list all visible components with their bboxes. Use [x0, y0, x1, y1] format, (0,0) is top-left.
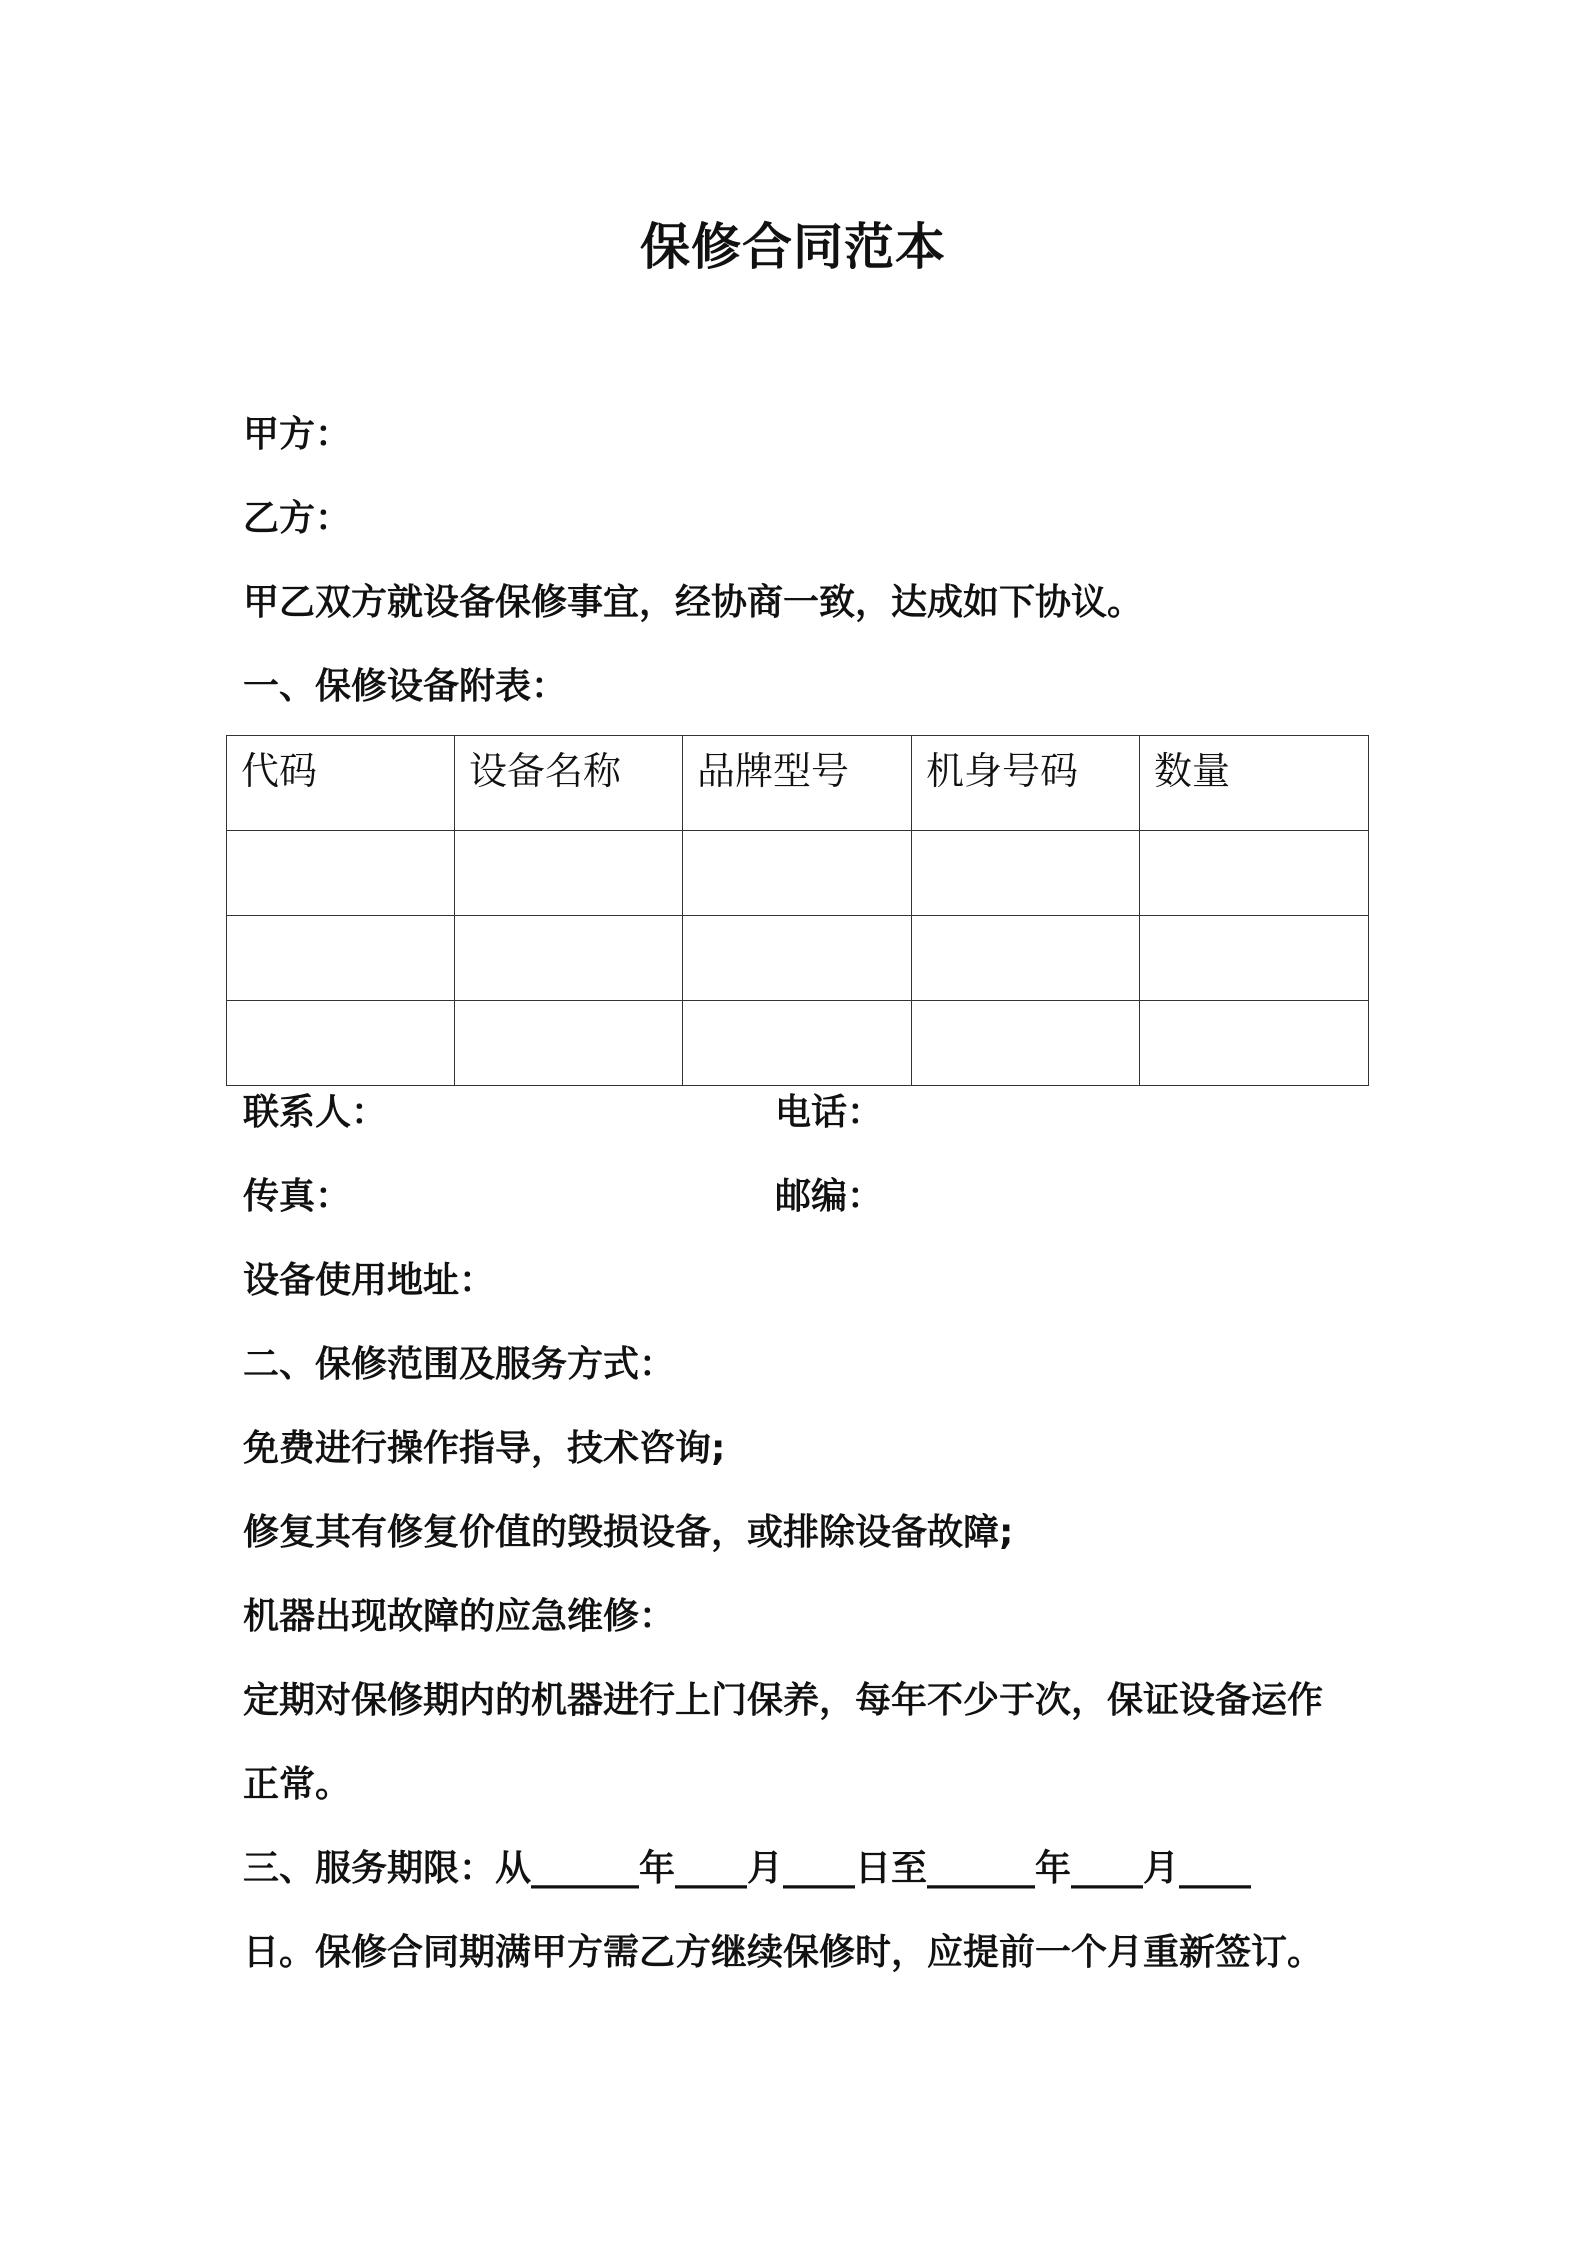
table-cell[interactable] — [912, 1001, 1140, 1086]
table-cell[interactable] — [227, 831, 455, 916]
fax-label: 传真： — [243, 1176, 352, 1217]
table-cell[interactable] — [227, 916, 455, 1001]
table-cell[interactable] — [683, 1001, 912, 1086]
address-label: 设备使用地址： — [243, 1260, 496, 1301]
section2-item: 机器出现故障的应急维修： — [243, 1596, 676, 1637]
table-cell[interactable] — [227, 1001, 455, 1086]
section2-item-continued: 正常。 — [243, 1764, 352, 1805]
section2-item: 定期对保修期内的机器进行上门保养，每年不少于次，保证设备运作 — [243, 1680, 1324, 1721]
header-brand-model: 品牌型号 — [683, 736, 912, 831]
header-device-name: 设备名称 — [455, 736, 683, 831]
table-cell[interactable] — [1140, 1001, 1369, 1086]
section2-item: 修复其有修复价值的毁损设备，或排除设备故障; — [243, 1512, 1014, 1553]
header-serial-number: 机身号码 — [912, 736, 1140, 831]
contact-person-label: 联系人： — [243, 1092, 388, 1133]
section3-renewal-line: 日。保修合同期满甲方需乙方继续保修时，应提前一个月重新签订。 — [243, 1932, 1324, 1973]
table-cell[interactable] — [1140, 831, 1369, 916]
table-cell[interactable] — [455, 916, 683, 1001]
document-title: 保修合同范本 — [640, 218, 946, 276]
equipment-table — [226, 735, 1369, 1086]
postcode-label: 邮编： — [775, 1176, 884, 1217]
party-b-label: 乙方： — [243, 498, 352, 539]
table-cell[interactable] — [1140, 916, 1369, 1001]
table-cell[interactable] — [912, 831, 1140, 916]
party-a-label: 甲方： — [243, 414, 352, 455]
table-row — [227, 1001, 1369, 1086]
table-cell[interactable] — [683, 916, 912, 1001]
table-cell[interactable] — [683, 831, 912, 916]
intro-paragraph: 甲乙双方就设备保修事宜，经协商一致，达成如下协议。 — [243, 582, 1144, 623]
section1-heading: 一、保修设备附表： — [243, 666, 568, 707]
header-code: 代码 — [227, 736, 455, 831]
table-row — [227, 916, 1369, 1001]
table-cell[interactable] — [912, 916, 1140, 1001]
section2-item: 免费进行操作指导，技术咨询; — [243, 1428, 726, 1469]
table-row — [227, 831, 1369, 916]
table-cell[interactable] — [455, 831, 683, 916]
section2-heading: 二、保修范围及服务方式： — [243, 1344, 676, 1385]
section3-term-line: 三、服务期限：从______年____月____日至______年____月____ — [243, 1848, 1252, 1889]
phone-label: 电话： — [775, 1092, 884, 1133]
table-cell[interactable] — [455, 1001, 683, 1086]
table-header-row — [227, 736, 1369, 831]
header-quantity: 数量 — [1140, 736, 1369, 831]
